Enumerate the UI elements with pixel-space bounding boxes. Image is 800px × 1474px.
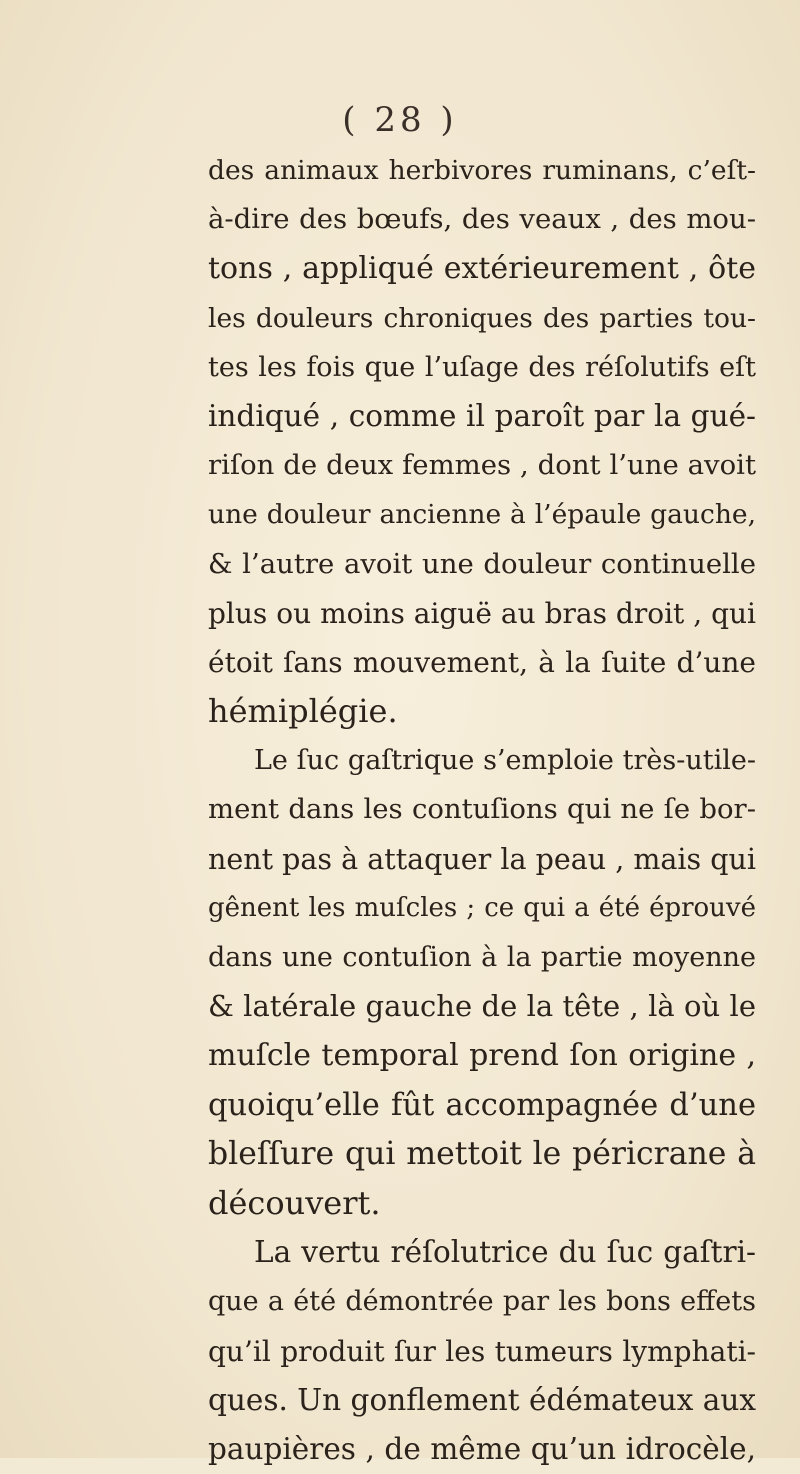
text-line: étoit ſans mouvement, à la ſuite d’une [208,645,756,679]
text-line: découvert. [208,1183,381,1222]
text-line: paupières , de même qu’un idrocèle, [208,1431,756,1466]
text-line: gênent les muſcles ; ce qui a été éprouvé [208,892,756,923]
text-line: ques. Un gonflement édémateux aux [208,1382,756,1417]
text-line: muſcle temporal prend ſon origine , [208,1038,756,1074]
text-line: riſon de deux femmes , dont l’une avoit [208,449,756,482]
text-line: qu’il produit ſur les tumeurs lymphati- [208,1334,756,1368]
text-line: nent pas à attaquer la peau , mais qui [208,842,756,876]
text-line: ment dans les contuſions qui ne ſe bor- [208,793,756,826]
text-line: plus ou moins aiguë au bras droit , qui [208,596,756,630]
text-line: que a été démontrée par les bons effets [208,1286,756,1318]
text-line: dans une contuſion à la partie moyenne [208,942,756,973]
page-number: ( 28 ) [342,100,458,140]
text-line: tes les fois que l’uſage des réſolutifs eſt [208,351,756,383]
text-line: La vertu réſolutrice du ſuc gaſtri- [254,1235,756,1270]
text-line: quoiqu’elle fût accompagnée d’une [208,1087,756,1123]
text-line: indiqué , comme il paroît par la gué- [208,398,756,433]
text-line: & latérale gauche de la tête , là où le [208,989,756,1024]
text-line: à-dire des bœufs, des veaux , des mou- [208,203,756,236]
text-line: bleſſure qui mettoit le péricrane à [208,1135,756,1172]
text-line: Le ſuc gaſtrique s’emploie très-utile- [254,745,756,777]
text-line: tons , appliqué extérieurement , ôte [208,251,756,287]
text-line: des animaux herbivores ruminans, c’eſt- [208,155,756,186]
text-line: hémiplégie. [208,692,398,731]
body-text [208,146,756,1474]
text-line: les douleurs chroniques des parties tou- [208,302,756,334]
text-line: une douleur ancienne à l’épaule gauche, [208,499,756,531]
text-line: & l’autre avoit une douleur continuelle [208,547,756,580]
